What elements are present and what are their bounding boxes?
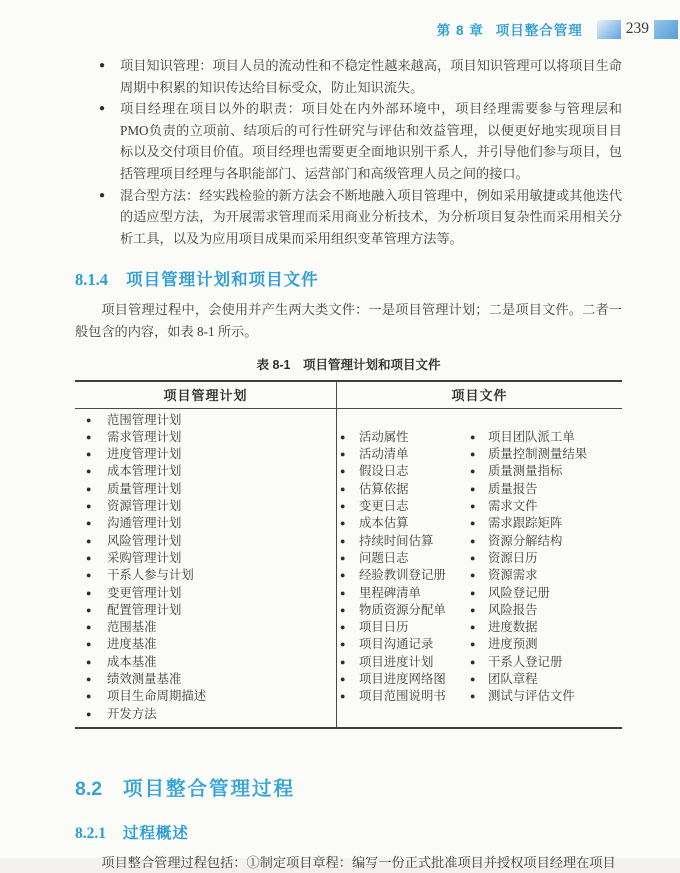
table-item-label: 开发方法 <box>107 706 157 721</box>
section-821-paragraph: 项目整合管理过程包括：①制定项目章程：编写一份正式批准项目并授权项目经理在项目 <box>101 854 616 870</box>
bullet-icon: ● <box>470 673 476 684</box>
table-item <box>75 429 336 446</box>
table-body <box>75 409 622 727</box>
table-item-label: 成本估算 <box>359 516 409 531</box>
table-item <box>337 671 462 688</box>
documents-sublist-1 <box>337 412 462 706</box>
plans-and-documents-table <box>75 380 622 729</box>
table-item-label: 问题日志 <box>359 550 409 565</box>
table-item-label: 活动清单 <box>359 447 409 462</box>
table-item-label: 质量测量指标 <box>488 464 563 479</box>
table-item-label: 物质资源分配单 <box>359 602 446 617</box>
table-item <box>337 446 462 463</box>
table-item-label: 项目日历 <box>359 620 409 635</box>
table-item <box>75 688 336 705</box>
bullet-icon: ● <box>86 449 92 460</box>
column-header-plans: 项目管理计划 <box>75 382 337 408</box>
bullet-icon: ● <box>340 673 346 684</box>
table-item <box>462 515 622 532</box>
bullet-icon: ● <box>340 518 346 529</box>
table-item <box>337 533 462 550</box>
bullet-icon: ● <box>470 431 476 442</box>
bullet-icon: ● <box>86 552 92 563</box>
table-item <box>337 585 462 602</box>
bullet-icon: ● <box>470 535 476 546</box>
bullet-icon: ● <box>470 449 476 460</box>
table-item <box>337 429 462 446</box>
table-item <box>462 446 622 463</box>
bullet-icon: ● <box>340 466 346 477</box>
table-item-label: 经验教训登记册 <box>359 568 446 583</box>
table-item-label: 项目生命周期描述 <box>107 689 207 704</box>
table-item <box>462 533 622 550</box>
running-header <box>75 18 678 40</box>
table-item <box>75 550 336 567</box>
bullet-icon: ● <box>470 552 476 563</box>
header-decoration-square-left <box>597 20 621 39</box>
bullet-text: 混合型方法：经实践检验的新方法会不断地融入项目管理中，例如采用敏捷或其他迭代的适应型方法，为开展需求管理而采用商业分析技术，为分析项目复杂性而采用相关分析工具，以及为应用项目成果而采用组织变革管理方法等。 <box>120 187 622 246</box>
table-caption: 表 8-1 项目管理计划和项目文件 <box>256 357 441 372</box>
table-item-label: 风险登记册 <box>488 585 550 600</box>
table-item <box>462 550 622 567</box>
table-item <box>337 636 462 653</box>
table-header-row <box>75 382 622 409</box>
bullet-icon: ● <box>340 552 346 563</box>
table-item <box>462 498 622 515</box>
bullet-icon: ● <box>470 639 476 650</box>
table-item-label: 变更管理计划 <box>107 585 182 600</box>
bullet-icon: ● <box>470 587 476 598</box>
bullet-icon: ● <box>340 483 346 494</box>
table-item-label: 干系人参与计划 <box>107 568 194 583</box>
table-item <box>75 602 336 619</box>
column-header-documents: 项目文件 <box>451 387 508 403</box>
table-item <box>462 636 622 653</box>
bullet-icon: ● <box>86 639 92 650</box>
bullet-icon: ● <box>340 656 346 667</box>
table-item-label: 估算依据 <box>359 481 409 496</box>
table-item-label: 里程碑清单 <box>359 585 421 600</box>
documents-lists <box>337 409 622 727</box>
table-item <box>462 585 622 602</box>
table-item <box>75 671 336 688</box>
bullet-icon: ● <box>86 535 92 546</box>
list-item <box>75 185 622 250</box>
table-item-label: 沟通管理计划 <box>107 516 182 531</box>
table-item-label: 资源分解结构 <box>488 533 563 548</box>
table-item-label: 需求管理计划 <box>107 429 182 444</box>
table-item <box>75 533 336 550</box>
bullet-icon: ● <box>470 518 476 529</box>
table-item-label: 质量报告 <box>488 481 538 496</box>
table-item-label: 进度管理计划 <box>107 447 182 462</box>
table-item-label: 持续时间估算 <box>359 533 434 548</box>
table-item <box>75 619 336 636</box>
table-item <box>462 619 622 636</box>
table-item-label: 进度基准 <box>107 637 157 652</box>
list-item <box>75 98 622 184</box>
section-heading-82 <box>75 773 622 801</box>
bullet-icon: ● <box>86 604 92 615</box>
bullet-icon: ● <box>470 570 476 581</box>
table-item <box>75 636 336 653</box>
table-item <box>337 481 462 498</box>
table-item <box>462 463 622 480</box>
bullet-icon: ● <box>86 483 92 494</box>
table-item <box>462 481 622 498</box>
table-item-label: 范围基准 <box>107 620 157 635</box>
bullet-icon: ● <box>470 691 476 702</box>
table-item-label: 采购管理计划 <box>107 550 182 565</box>
bullet-icon: ● <box>86 656 92 667</box>
bullet-icon: ● <box>86 691 92 702</box>
table-item <box>337 602 462 619</box>
table-item <box>462 602 622 619</box>
section-number: 8.1.4 <box>75 270 108 290</box>
bullet-icon: ● <box>470 466 476 477</box>
table-item-label: 进度数据 <box>488 620 538 635</box>
table-item-label: 变更日志 <box>359 499 409 514</box>
table-item <box>337 498 462 515</box>
bullet-icon: ● <box>86 466 92 477</box>
plans-list <box>75 409 337 727</box>
table-item <box>75 585 336 602</box>
table-item-label: 测试与评估文件 <box>488 689 575 704</box>
bullet-text: 项目经理在项目以外的职责：项目处在内外部环境中，项目经理需要参与管理层和PMO负责的立项前、结项后的可行性研究与评估和效益管理，以便更好地实现项目目标以及交付项目价值。项目经理也需要更全面地识别干系人，并引导他们参与项目，包括管理项目经理与各职能部门、运营部门和高级管理人员之间的接口。 <box>120 101 622 181</box>
section-number: 8.2 <box>75 777 103 800</box>
list-item <box>75 55 622 98</box>
bullet-icon: ● <box>340 604 346 615</box>
bullet-text: 项目知识管理：项目人员的流动性和不稳定性越来越高，项目知识管理可以将项目生命周期中积累的知识传达给目标受众，防止知识流失。 <box>120 58 622 95</box>
bullet-icon: ● <box>340 570 346 581</box>
bullet-icon: ● <box>340 639 346 650</box>
table-item <box>75 463 336 480</box>
bullet-icon: ● <box>86 414 92 425</box>
table-item-label: 范围管理计划 <box>107 412 182 427</box>
table-item-label: 项目团队派工单 <box>488 429 575 444</box>
bullet-icon: ● <box>340 449 346 460</box>
intro-bullet-list <box>75 55 622 249</box>
section-heading-814 <box>75 266 622 290</box>
bullet-icon: ● <box>99 189 106 201</box>
bullet-icon: ● <box>470 622 476 633</box>
bullet-icon: ● <box>470 483 476 494</box>
documents-sublist-2 <box>462 412 622 706</box>
table-item-label: 项目范围说明书 <box>359 689 446 704</box>
table-item-label: 进度预测 <box>488 637 538 652</box>
bullet-icon: ● <box>340 587 346 598</box>
bullet-icon: ● <box>86 587 92 598</box>
table-item-label: 需求跟踪矩阵 <box>488 516 563 531</box>
table-item <box>75 654 336 671</box>
table-item <box>337 550 462 567</box>
bullet-icon: ● <box>99 60 106 71</box>
bullet-icon: ● <box>86 518 92 529</box>
table-item <box>75 446 336 463</box>
table-item <box>75 481 336 498</box>
table-item-label: 质量管理计划 <box>107 481 182 496</box>
bullet-icon: ● <box>340 431 346 442</box>
table-item-label: 资源需求 <box>488 568 538 583</box>
table-item <box>75 412 336 429</box>
section-title: 过程概述 <box>122 824 189 842</box>
table-item <box>75 706 336 723</box>
table-item-label: 资源日历 <box>488 550 538 565</box>
section-title: 项目整合管理过程 <box>122 777 295 800</box>
bullet-icon: ● <box>86 708 92 719</box>
chapter-label: 第 8 章 <box>436 23 484 38</box>
table-item <box>462 671 622 688</box>
bullet-icon: ● <box>470 656 476 667</box>
table-item-label: 项目进度网络图 <box>359 671 446 686</box>
table-item <box>337 619 462 636</box>
bullet-icon: ● <box>86 431 92 442</box>
table-item-label: 质量控制测量结果 <box>488 447 588 462</box>
table-item <box>462 429 622 446</box>
bullet-icon: ● <box>340 622 346 633</box>
table-item-label: 成本基准 <box>107 654 157 669</box>
bullet-icon: ● <box>470 501 476 512</box>
table-item-label: 风险管理计划 <box>107 533 182 548</box>
chapter-title: 项目整合管理 <box>495 23 583 38</box>
table-item <box>75 498 336 515</box>
table-item-label: 配置管理计划 <box>107 602 182 617</box>
bullet-icon: ● <box>86 622 92 633</box>
table-item-label: 需求文件 <box>488 499 538 514</box>
table-item <box>75 567 336 584</box>
table-item-label: 团队章程 <box>488 671 538 686</box>
bullet-icon: ● <box>340 535 346 546</box>
bullet-icon: ● <box>86 501 92 512</box>
table-item <box>462 688 622 705</box>
table-item-label: 干系人登记册 <box>488 654 563 669</box>
table-item-label: 项目沟通记录 <box>359 637 434 652</box>
section-number: 8.2.1 <box>75 824 106 842</box>
section-heading-821 <box>75 821 622 843</box>
table-item-label: 风险报告 <box>488 602 538 617</box>
section-814-intro-paragraph: 项目管理过程中，会使用并产生两大类文件：一是项目管理计划；二是项目文件。二者一般包含的内容，如表 8-1 所示。 <box>75 302 622 339</box>
bullet-icon: ● <box>470 604 476 615</box>
table-item-label: 绩效测量基准 <box>107 671 182 686</box>
table-item <box>337 688 462 705</box>
table-item-label: 假设日志 <box>359 464 409 479</box>
page-number: 239 <box>625 20 649 37</box>
section-title: 项目管理计划和项目文件 <box>126 271 319 290</box>
table-item <box>337 654 462 671</box>
table-item-label: 成本管理计划 <box>107 464 182 479</box>
table-item-label: 活动属性 <box>359 429 409 444</box>
table-item <box>337 463 462 480</box>
bullet-icon: ● <box>86 673 92 684</box>
table-item <box>462 567 622 584</box>
table-item <box>337 515 462 532</box>
table-item <box>337 567 462 584</box>
bullet-icon: ● <box>86 570 92 581</box>
table-item-label: 项目进度计划 <box>359 654 434 669</box>
bullet-icon: ● <box>99 103 106 115</box>
header-decoration-square-right <box>654 20 678 39</box>
table-item-label: 资源管理计划 <box>107 499 182 514</box>
table-item <box>75 515 336 532</box>
bullet-icon: ● <box>340 501 346 512</box>
bullet-icon: ● <box>340 691 346 702</box>
table-item <box>462 654 622 671</box>
